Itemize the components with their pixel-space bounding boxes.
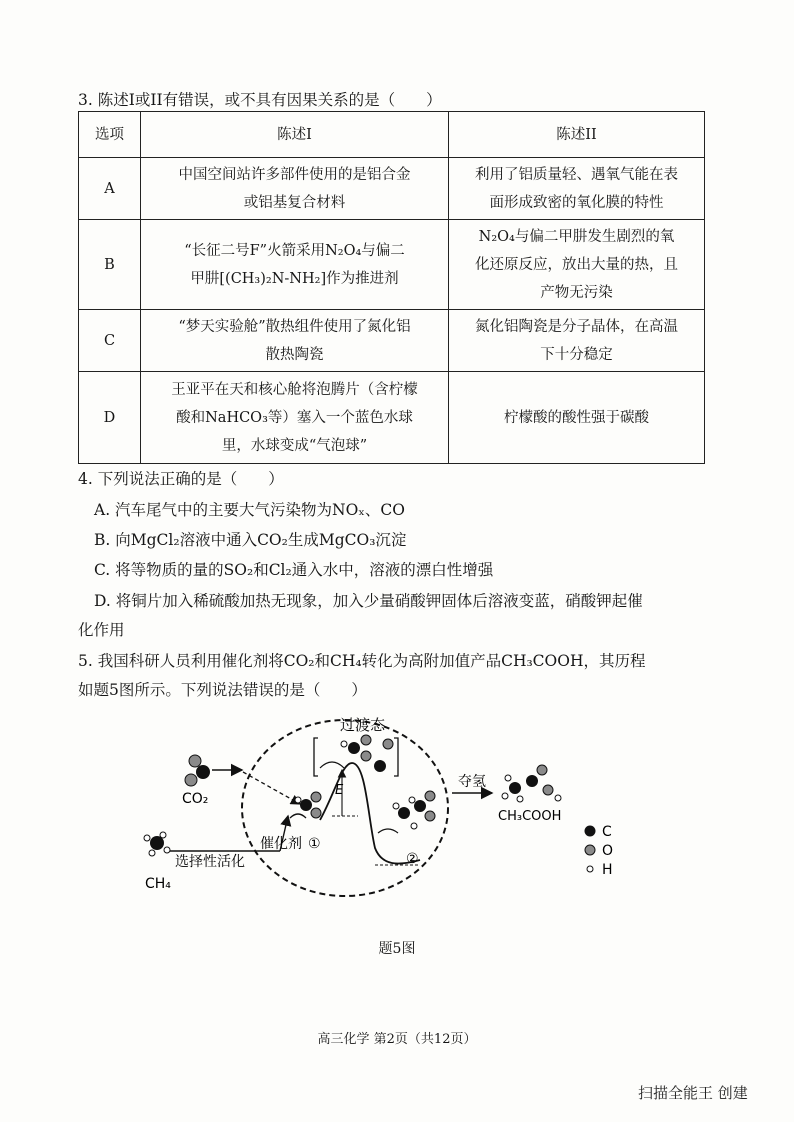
row-option: C bbox=[79, 310, 141, 372]
table-row bbox=[79, 310, 705, 372]
legend-carbon-label: C bbox=[602, 824, 612, 840]
ch4-label: CH₄ bbox=[145, 876, 171, 892]
cell-line: 面形成致密的氧化膜的特性 bbox=[489, 194, 664, 211]
cell-line: 里，水球变成“气泡球” bbox=[221, 437, 368, 454]
catalyst-surface-2 bbox=[378, 829, 398, 833]
co2-label: CO₂ bbox=[182, 791, 209, 807]
ch4-molecule-icon bbox=[144, 832, 170, 856]
cell-line: “长征二号F”火箭采用N₂O₄与偏二 bbox=[184, 242, 405, 259]
transition-species-icon bbox=[341, 735, 393, 772]
row-option: A bbox=[79, 158, 141, 220]
q4-option-a: A. 汽车尾气中的主要大气污染物为NOₓ、CO bbox=[94, 501, 405, 519]
row-option: D bbox=[79, 372, 141, 464]
row-statement-2 bbox=[449, 158, 705, 220]
q4-option-d-continuation: 化作用 bbox=[78, 621, 125, 639]
row-statement-1 bbox=[141, 310, 449, 372]
product-label: CH₃COOH bbox=[498, 809, 562, 824]
cell-line: 柠檬酸的酸性强于碳酸 bbox=[504, 409, 649, 426]
cell-line: 化还原反应，放出大量的热，且 bbox=[475, 256, 678, 273]
legend-oxygen-label: O bbox=[602, 843, 614, 859]
q4-option-d: D. 将铜片加入稀硫酸加热无现象，加入少量硝酸钾固体后溶液变蓝，硝酸钾起催 bbox=[94, 592, 643, 610]
legend-oxygen-icon bbox=[585, 845, 595, 855]
step-1-label: ① bbox=[308, 836, 321, 852]
legend bbox=[585, 824, 614, 878]
table-row bbox=[79, 220, 705, 310]
reaction-mechanism-figure bbox=[130, 708, 650, 908]
cell-line: 利用了铝质量轻、遇氧气能在表 bbox=[475, 166, 678, 183]
scanner-watermark: 扫描全能王 创建 bbox=[638, 1084, 748, 1102]
figure-caption: 题5图 bbox=[378, 941, 416, 957]
acetic-acid-molecule-icon bbox=[502, 765, 561, 802]
cell-line: 王亚平在天和核心舱将泡腾片（含柠檬 bbox=[171, 381, 418, 398]
adsorbed-product-icon bbox=[393, 791, 435, 829]
co2-molecule-icon bbox=[185, 755, 210, 786]
step-2-label: ② bbox=[406, 851, 419, 867]
transition-state-label: 过渡态 bbox=[340, 716, 386, 734]
row-statement-1 bbox=[141, 372, 449, 464]
legend-hydrogen-label: H bbox=[602, 862, 613, 878]
catalyst-surface-1 bbox=[290, 814, 306, 818]
row-statement-1 bbox=[141, 220, 449, 310]
table-row bbox=[79, 372, 705, 464]
q3-table bbox=[78, 111, 705, 464]
table-header-row bbox=[79, 112, 705, 158]
table-row bbox=[79, 158, 705, 220]
cell-line: 产物无污染 bbox=[540, 284, 613, 301]
q5-stem-line-1: 5. 我国科研人员利用催化剂将CO₂和CH₄转化为高附加值产品CH₃COOH，其历程 bbox=[78, 652, 646, 670]
legend-hydrogen-icon bbox=[587, 866, 593, 872]
q5-stem-line-2: 如题5图所示。下列说法错误的是（ ） bbox=[78, 681, 367, 699]
header-statement-2: 陈述II bbox=[449, 112, 705, 158]
cell-line: 氮化铝陶瓷是分子晶体，在高温 bbox=[475, 318, 678, 335]
cell-line: “梦天实验舱”散热组件使用了氮化铝 bbox=[178, 318, 411, 335]
page-footer: 高三化学 第2页（共12页） bbox=[317, 1032, 477, 1047]
cell-line: 甲肼[(CH₃)₂N-NH₂]作为推进剂 bbox=[190, 270, 399, 287]
cell-line: 下十分稳定 bbox=[540, 346, 613, 363]
cell-line: 或铝基复合材料 bbox=[243, 194, 346, 211]
cell-line: 散热陶瓷 bbox=[265, 346, 324, 363]
legend-carbon-icon bbox=[585, 826, 596, 837]
cell-line: 中国空间站许多部件使用的是铝合金 bbox=[178, 166, 411, 183]
row-option: B bbox=[79, 220, 141, 310]
q4-stem: 4. 下列说法正确的是（ ） bbox=[78, 470, 284, 488]
row-statement-2 bbox=[449, 220, 705, 310]
transition-bracket-right bbox=[394, 738, 398, 776]
header-statement-1: 陈述I bbox=[141, 112, 449, 158]
header-option: 选项 bbox=[79, 112, 141, 158]
row-statement-2 bbox=[449, 310, 705, 372]
row-statement-1 bbox=[141, 158, 449, 220]
q4-option-b: B. 向MgCl₂溶液中通入CO₂生成MgCO₃沉淀 bbox=[94, 531, 407, 549]
co2-dashed-arrow bbox=[243, 772, 300, 804]
activation-energy-label: E bbox=[335, 783, 344, 798]
q4-option-c: C. 将等物质的量的SO₂和Cl₂通入水中，溶液的漂白性增强 bbox=[94, 561, 494, 579]
q3-stem: 3. 陈述I或II有错误，或不具有因果关系的是（ ） bbox=[78, 91, 442, 109]
cell-line: N₂O₄与偏二甲肼发生剧烈的氧 bbox=[478, 228, 675, 245]
cell-line: 酸和NaHCO₃等）塞入一个蓝色水球 bbox=[176, 409, 413, 426]
catalyst-label: 催化剂 bbox=[260, 836, 302, 852]
selective-activation-label: 选择性活化 bbox=[175, 854, 245, 870]
dehydrogenation-label: 夺氢 bbox=[458, 774, 486, 790]
transition-surface bbox=[320, 762, 344, 768]
transition-bracket-left bbox=[314, 738, 318, 776]
row-statement-2 bbox=[449, 372, 705, 464]
